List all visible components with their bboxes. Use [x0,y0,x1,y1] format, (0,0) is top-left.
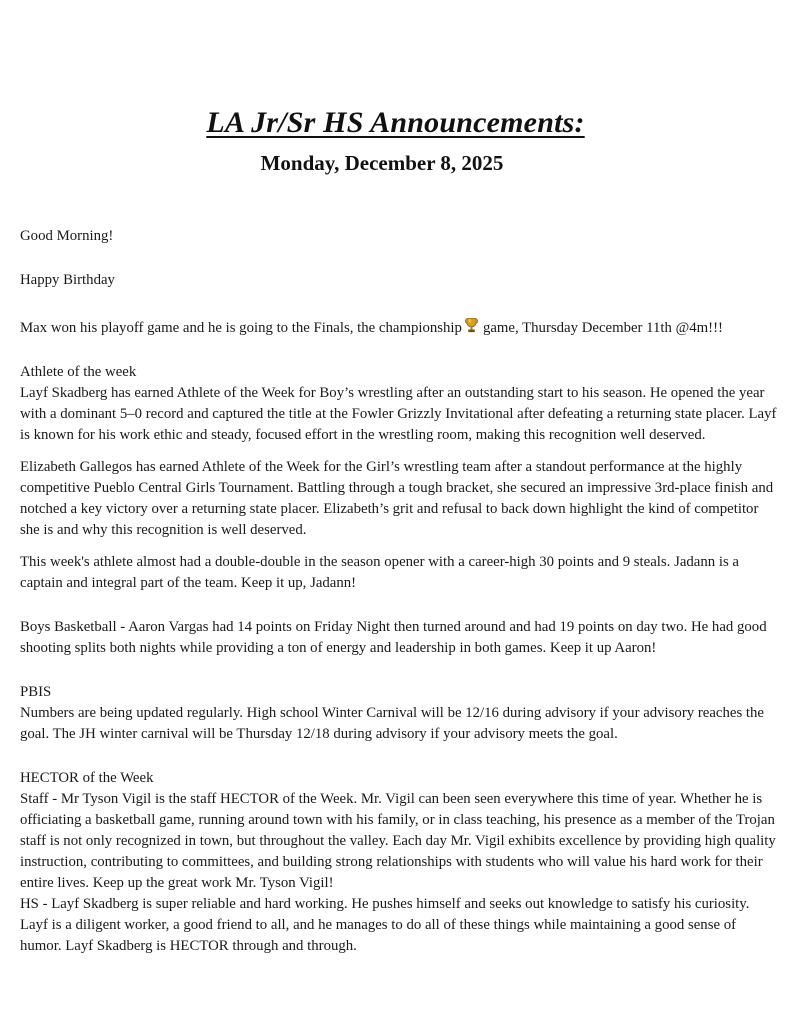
max-text-before: Max won his playoff game and he is going to the Finals, the championship [20,320,462,336]
page-title: LA Jr/Sr HS Announcements: [206,106,585,139]
pbis-paragraph: Numbers are being updated regularly. High school Winter Carnival will be 12/16 during advisory if your advisory reaches the goal. The JH winter carnival will be Thursday 12/18 during advisory if your advisory meets the goal. [20,705,764,742]
hector-staff-paragraph: Staff - Mr Tyson Vigil is the staff HECTOR of the Week. Mr. Vigil can been seen everywhere this time of year. Whether he is officiating a basketball game, running around town with his family, or in class teaching, his presence as a member of the Trojan staff is not only recognized in town, but throughout the valley. Each day Mr. Vigil exhibits excellence by providing high quality instruction, contributing to committees, and building strong relationships with students who will value his hard work for their entire lives. Keep up the great work Mr. Tyson Vigil! [20,791,776,891]
max-finals-line [20,317,780,339]
hector-hs-paragraph: HS - Layf Skadberg is super reliable and hard working. He pushes himself and seeks out knowledge to satisfy his curiosity. Layf is a diligent worker, a good friend to all, and he manages to do all of these things while maintaining a good sense of humor. Layf Skadberg is HECTOR through and through. [20,896,750,954]
hector-heading: HECTOR of the Week [20,770,154,786]
birthday-line: Happy Birthday [20,272,115,288]
page-date: Monday, December 8, 2025 [260,151,504,175]
announcement-body [20,226,780,957]
trophy-icon [464,317,479,334]
pbis-heading: PBIS [20,684,52,700]
athlete-aaron-paragraph: Boys Basketball - Aaron Vargas had 14 points on Friday Night then turned around and had 19 points on day two. He had good shooting splits both nights while providing a ton of energy and leadership in both games. Keep it up Aaron! [20,619,767,656]
athlete-layf-paragraph: Layf Skadberg has earned Athlete of the Week for Boy’s wrestling after an outstanding start to his season. He opened the year with a dominant 5–0 record and captured the title at the Fowler Grizzly Invitational after defeating a returning state placer. Layf is known for his work ethic and steady, focused effort in the wrestling room, making this recognition well deserved. [20,385,777,443]
athlete-elizabeth-paragraph: Elizabeth Gallegos has earned Athlete of the Week for the Girl’s wrestling team after a standout performance at the highly competitive Pueblo Central Girls Tournament. Battling through a tough bracket, she secured an impressive 3rd-place finish and notched a key victory over a returning state placer. Elizabeth’s grit and refusal to back down highlight the kind of competitor she is and why this recognition is well deserved. [20,459,774,538]
athlete-heading: Athlete of the week [20,364,137,380]
greeting-line: Good Morning! [20,228,114,244]
athlete-jadann-paragraph: This week's athlete almost had a double-double in the season opener with a career-high 30 points and 9 steals. Jadann is a captain and integral part of the team. Keep it up, Jadann! [20,554,739,591]
max-text-after: game, Thursday December 11th @4m!!! [482,320,723,336]
